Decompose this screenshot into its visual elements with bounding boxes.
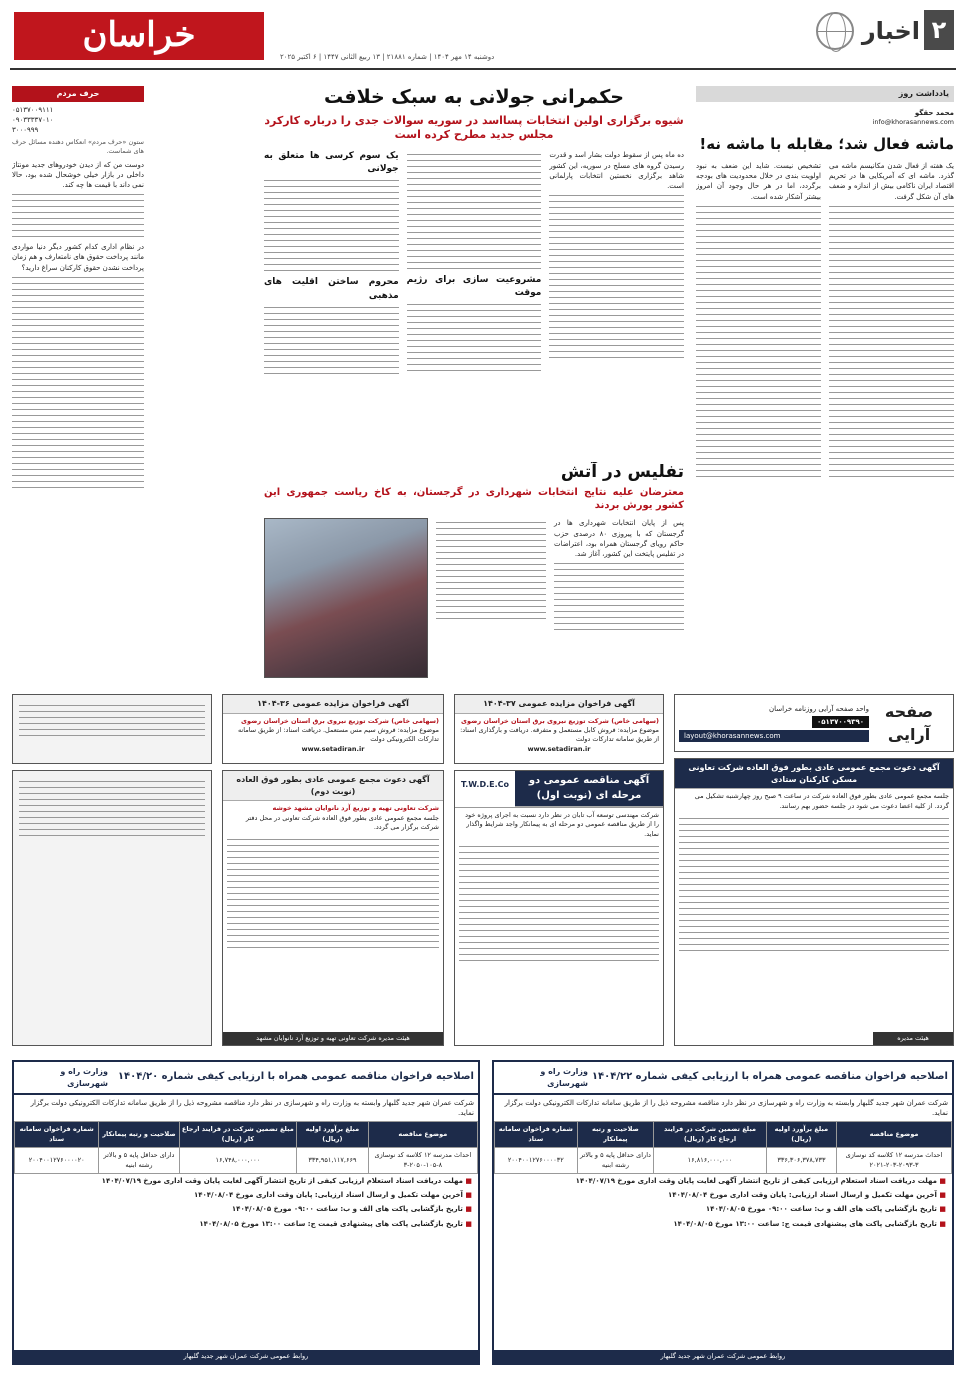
story2-col-1: [554, 518, 684, 678]
story2-lead: پس از پایان انتخابات شهرداری ها در گرجستان که با پیروزی ۸۰ درصدی حزب حاکم رویای گرجستان همراه بود، اعتراضات در تفلیس پایتخت این کشور، آغاز شد.: [554, 519, 684, 558]
auction-ad-36: [222, 694, 444, 764]
editorial-col-b: [696, 161, 821, 482]
main-story: [264, 86, 684, 458]
tender-footer: روابط عمومی شرکت عمران شهر جدید گلبهار: [14, 1350, 478, 1363]
col-header: مبلغ تضمین شرکت در فرایند ارجاع کار (ریال): [179, 1122, 297, 1148]
col-header: شماره فراخوان سامانه ستاد: [15, 1122, 99, 1148]
section-title: اخبار: [861, 17, 920, 45]
col-header: صلاحیت و رتبه پیمانکار: [99, 1122, 179, 1148]
tender-deadline: ■ تاریخ بازگشایی پاکت های الف و ب: ساعت ۰۹:۰۰ مورخ ۱۴۰۴/۰۸/۰۵: [494, 1202, 952, 1216]
col-header: مبلغ تضمین شرکت در فرایند ارجاع کار (ریال): [654, 1122, 767, 1148]
ad-title: آگهی دعوت مجمع عمومی عادی بطور فوق العاده شرکت تعاونی مسکن کارکنان ستادی: [675, 759, 953, 789]
table-cell: ۱۶,۸۱۶,۰۰۰,۰۰۰: [654, 1148, 767, 1174]
ad-title: آگهی دعوت مجمع عمومی عادی بطور فوق العاده (نوبت دوم): [223, 771, 443, 801]
layout-box-title: صفحه آرایی: [884, 701, 934, 744]
ad-body: جلسه مجمع عمومی عادی بطور فوق العاده شرکت تعاونی در محل دفتر شرکت برگزار می گردد.: [245, 813, 439, 832]
subhead: مشروعیت سازی برای رژیم موقت: [406, 275, 542, 299]
tender-deadline: ■ تاریخ بازگشایی پاکت های پیشنهادی قیمت ج: ساعت ۱۳:۰۰ مورخ ۱۴۰۴/۰۸/۰۵: [494, 1217, 952, 1231]
header-divider: [10, 68, 956, 70]
ad-body: موضوع مزایده: فروش سیم مس مستعمل. دریافت اسناد: از طریق سامانه تدارکات الکترونیکی دولت: [237, 726, 439, 744]
tender-intro: شرکت عمران شهر جدید گلبهار وابسته به وزارت راه و شهرسازی در نظر دارد مناقصه مشروحه ذیل را از طریق سامانه تدارکات الکترونیکی دولت برگزار نماید.: [504, 1099, 948, 1118]
author-name: محمد حقگو: [914, 108, 954, 117]
table-cell: ۳۳۶,۳۰۶,۳۷۸,۷۳۳: [766, 1148, 836, 1174]
table-cell: ۳۳۴,۹۵۱,۱۱۷,۶۶۹: [297, 1148, 369, 1174]
ad-site: www.setadiran.ir: [527, 744, 591, 753]
tender-ad-20: [12, 1060, 480, 1365]
auction-ad-37: [454, 694, 664, 764]
subhead: محروم ساختن اقلیت های مذهبی: [264, 277, 399, 301]
second-story: [264, 462, 684, 684]
story2-subheadline: معترضان علیه نتایج انتخابات شهرداری در گرجستان، به کاخ ریاست جمهوری این کشور یورش بردند: [264, 487, 684, 512]
col-header: موضوع مناقصه: [837, 1122, 952, 1148]
table-cell: احداث مدرسه ۱۲ کلاسه کد نوسازی ۸-۱۰۵-۲۰۵۰-۳: [368, 1148, 477, 1174]
tender-deadline: ■ مهلت دریافت اسناد استعلام ارزیابی کیفی از تاریخ انتشار آگهی لغایت پایان وقت اداری مورخ ۱۴۰۴/۰۷/۱۹: [14, 1174, 478, 1188]
readers-label: حرف مردم: [12, 86, 144, 102]
story-subheadline: شیوه برگزاری اولین انتخابات پسااسد در سوریه سوالات جدی را درباره کارکرد مجلس جدید مطرح کرده است: [264, 113, 684, 142]
tender-ad-22: [492, 1060, 954, 1365]
ad-site: www.setadiran.ir: [301, 744, 365, 753]
col-header: مبلغ برآورد اولیه (ریال): [297, 1122, 369, 1148]
ad-sub: (سهامی خاص) شرکت توزیع نیروی برق استان خراسان رضوی: [461, 716, 659, 725]
ad-sub: (سهامی خاص) شرکت توزیع نیروی برق استان خراسان رضوی: [241, 716, 439, 725]
text-lines: [223, 839, 443, 948]
tender-ad-twdec: [454, 770, 664, 1046]
text-lines: [13, 695, 211, 747]
editorial-title: ماشه فعال شد؛ مقابله با ماشه نه!: [699, 135, 954, 154]
text-lines: [12, 194, 144, 237]
text-lines: [436, 522, 546, 619]
tender-table: [14, 1121, 478, 1174]
globe-icon: [816, 12, 854, 50]
editorial-column: [696, 86, 954, 686]
col-header: شماره فراخوان سامانه ستاد: [495, 1122, 578, 1148]
text-lines: [13, 771, 211, 847]
story-col-3: [264, 150, 399, 378]
col-header: مبلغ برآورد اولیه (ریال): [766, 1122, 836, 1148]
readers-sms: ۳۰۰۰۹۹۹: [12, 125, 39, 134]
table-row: [15, 1148, 478, 1174]
masthead: [0, 0, 966, 80]
tender-intro: شرکت عمران شهر جدید گلبهار وابسته به وزارت راه و شهرسازی در نظر دارد مناقصه مشروحه ذیل را از طریق سامانه تدارکات الکترونیکی دولت برگزار نماید.: [30, 1099, 474, 1118]
tender-deadline: ■ مهلت دریافت اسناد استعلام ارزیابی کیفی از تاریخ انتشار آگهی لغایت پایان وقت اداری مورخ ۱۴۰۴/۰۷/۱۹: [494, 1174, 952, 1188]
page-number: ۲: [924, 10, 954, 50]
readers-mobile: ۰۹۰۳۳۳۳۷۰۱۰: [12, 115, 54, 124]
story2-headline: تفلیس در آتش: [560, 462, 684, 482]
company-logo: T.W.D.E.Co: [460, 780, 510, 789]
subhead: یک سوم کرسی ها متعلق به جولانی: [264, 151, 399, 175]
tender-title: اصلاحیه فراخوان مناقصه عمومی همراه با ارزیابی کیفی شماره ۱۴۰۴/۲۲: [591, 1071, 948, 1083]
ad-footer: هیئت مدیره شرکت تعاونی تهیه و توزیع آرد نانوایان مشهد: [223, 1032, 443, 1045]
ad-title: آگهی فراخوان مزایده عمومی ۳۶-۱۴۰۴: [223, 695, 443, 714]
text-lines: [407, 154, 542, 269]
table-cell: ۱۶,۷۴۸,۰۰۰,۰۰۰: [179, 1148, 297, 1174]
table-row: [495, 1148, 952, 1174]
tender-deadline: ■ تاریخ بازگشایی پاکت های الف و ب: ساعت ۰۹:۰۰ مورخ ۱۴۰۴/۰۸/۰۵: [14, 1202, 478, 1216]
story-lead: ده ماه پس از سقوط دولت بشار اسد و قدرت رسیدن گروه های مسلح در سوریه، این کشور شاهد برگزاری نخستین انتخابات پارلمانی است.: [549, 151, 684, 190]
reader-item: دوست من که از دیدن خودروهای جدید مونتاژ داخلی در بازار خیلی خوشحال شده بود، حالا نمی داند با قیمت ها چه کند.: [12, 160, 144, 190]
layout-box-tel: ۰۵۱۳۷۰۰۹۳۹۰: [812, 716, 869, 728]
ad-title: آگهی فراخوان مزایده عمومی ۳۷-۱۴۰۴: [455, 695, 663, 714]
ministry-logo: وزارت راه و شهرسازی: [60, 1067, 108, 1088]
table-cell: دارای حداقل پایه ۵ و بالاتر رشته ابنیه: [577, 1148, 654, 1174]
table-cell: دارای حداقل پایه ۵ و بالاتر رشته ابنیه: [99, 1148, 179, 1174]
editorial-label: یادداشت روز: [696, 86, 954, 102]
text-lines: [12, 277, 144, 488]
col-header: موضوع مناقصه: [368, 1122, 477, 1148]
tender-deadline: ■ تاریخ بازگشایی پاکت های پیشنهادی قیمت ج: ساعت ۱۳:۰۰ مورخ ۱۴۰۴/۰۸/۰۵: [14, 1217, 478, 1231]
assembly-ad-bakers: [222, 770, 444, 1046]
layout-unit-box: [674, 694, 954, 752]
text-lines: [407, 304, 542, 371]
text-lines: [554, 563, 684, 630]
tender-footer: روابط عمومی شرکت عمران شهر جدید گلبهار: [494, 1350, 952, 1363]
editorial-para: تشخیص نیست. شاید این ضعف به نبود اولویت بندی در خلال محدودیت های بودجه برگردد، اما در هر حال وجود آن امروز بیشتر آشکار شده است.: [696, 162, 821, 201]
editorial-para: یک هفته از فعال شدن مکانیسم ماشه می گذرد. ماشه ای که آمریکایی ها در تحریم اقتصاد ایران ناکامی بیش از اندازه و ضعف های آن شکل گرفت.: [829, 162, 954, 201]
text-lines: [549, 195, 684, 358]
layout-box-email: layout@khorasannews.com: [679, 730, 869, 742]
story-col-2: [407, 150, 542, 378]
text-lines: [675, 818, 953, 951]
protest-photo: [264, 518, 428, 678]
text-lines: [264, 307, 399, 374]
tender-deadline: ■ آخرین مهلت تکمیل و ارسال اسناد ارزیابی: پایان وقت اداری مورخ ۱۴۰۴/۰۸/۰۴: [494, 1188, 952, 1202]
table-cell: ۲۰۰۴۰۰۱۲۷۶۰۰۰۰۳۲: [495, 1148, 578, 1174]
author-email: info@khorasannews.com: [872, 117, 954, 126]
editorial-col-a: [829, 161, 954, 482]
story-headline: حکمرانی جولانی به سبک خلافت: [324, 86, 624, 108]
ad-body: جلسه مجمع عمومی عادی بطور فوق العاده شرکت در ساعت ۹ صبح روز چهارشنبه تشکیل می گردد. از کلیه اعضا دعوت می شود در جلسه حضور بهم رسانند.: [694, 792, 949, 810]
ad-footer: هیئت مدیره: [873, 1032, 953, 1045]
ad-title: آگهی مناقصه عمومی دو مرحله ای (نوبت اول): [515, 771, 663, 807]
readers-phone: ۰۵۱۳۷۰۰۹۱۱۱: [12, 105, 54, 114]
reader-item: در نظام اداری کدام کشور دیگر دنیا مواردی مانند پرداخت حقوق های نامتعارف و هم زمان پرداخت نشدن حقوق کارکنان سراغ دارید؟: [12, 243, 144, 272]
story-col-1: [549, 150, 684, 378]
story2-col-2: [436, 518, 546, 678]
ad-body: موضوع مزایده: فروش کابل مستعمل و متفرقه. دریافت و بارگذاری اسناد: از طریق سامانه تدارکات دولت: [460, 726, 659, 744]
layout-box-sub: واحد صفحه آرایی روزنامه خراسان: [768, 704, 869, 713]
ministry-logo: وزارت راه و شهرسازی: [540, 1067, 588, 1088]
text-lines: [829, 206, 954, 477]
tender-title: اصلاحیه فراخوان مناقصه عمومی همراه با ارزیابی کیفی شماره ۱۴۰۴/۲۰: [117, 1071, 474, 1083]
readers-intro: ستون «حرف مردم» انعکاس دهنده مسائل حرف های شماست.: [12, 138, 144, 156]
tender-table: [494, 1121, 952, 1174]
table-cell: ۲۰۰۴۰۰۱۲۷۶۰۰۰۰۲۰: [15, 1148, 99, 1174]
text-lines: [455, 846, 663, 961]
ad-sub: شرکت تعاونی تهیه و توزیع آرد نانوایان مشهد خوشه: [272, 804, 439, 813]
text-lines: [696, 206, 821, 477]
tender-deadline: ■ آخرین مهلت تکمیل و ارسال اسناد ارزیابی: پایان وقت اداری مورخ ۱۴۰۴/۰۸/۰۴: [14, 1188, 478, 1202]
assembly-ad-housing: [674, 758, 954, 1046]
readers-column: [12, 86, 144, 686]
ad-body: شرکت مهندسی توسعه آب تابان در نظر دارد نسبت به اجرای پروژه خود را از طریق مناقصه عمومی دو مرحله ای به پیمانکار واجد شرایط واگذار نماید.: [465, 811, 659, 838]
col-header: صلاحیت و رتبه پیمانکار: [577, 1122, 654, 1148]
text-lines: [264, 180, 399, 271]
newspaper-logo: خراسان: [14, 12, 264, 60]
table-cell: احداث مدرسه ۱۲ کلاسه کد نوسازی ۳-۲۰۹۳-۲۰۳-۲۰۲۱: [837, 1148, 952, 1174]
ad-placeholder: [12, 694, 212, 764]
dateline: دوشنبه ۱۴ مهر ۱۴۰۴ | شماره ۲۱۸۸۱ | ۱۳ ربیع الثانی ۱۴۴۷ | ۶ اکتبر ۲۰۲۵: [280, 53, 495, 61]
ad-placeholder: [12, 770, 212, 1046]
